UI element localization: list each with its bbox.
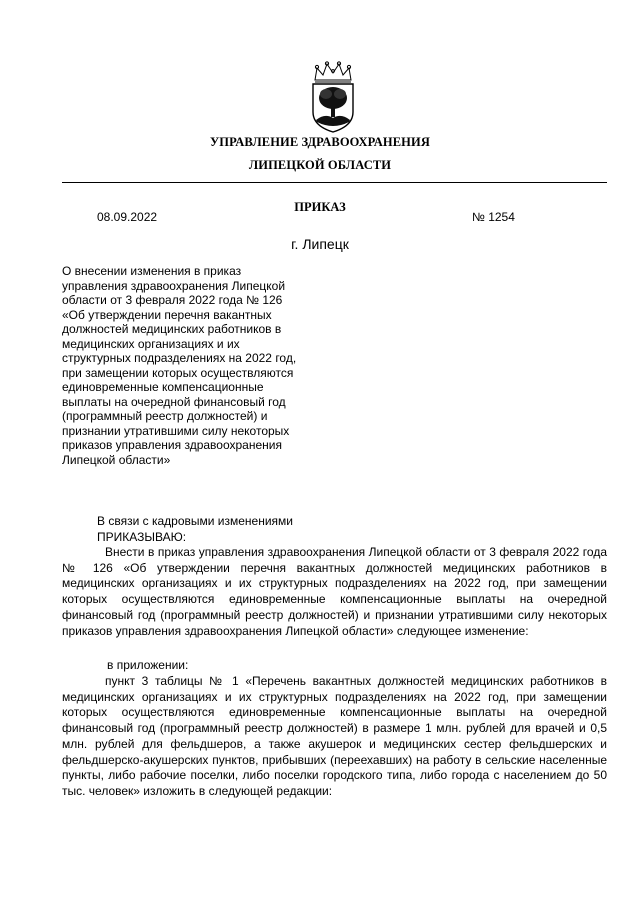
order-subject [62,264,332,467]
document-type-title: ПРИКАЗ [294,200,346,214]
subject-line: (программный реестр должностей) и [62,409,268,423]
subject-line: структурных подразделениях на 2022 год, [62,351,297,365]
subject-line: приказов управления здравоохранения [62,438,282,452]
organization-name-line2: ЛИПЕЦКОЙ ОБЛАСТИ [248,158,392,172]
subject-line: при замещении которых осуществляются [62,365,294,380]
subject-line: управления здравоохранения Липецкой [62,278,286,293]
subject-line: Липецкой области» [62,452,171,467]
subject-line: области от 3 февраля 2022 года № 126 [62,293,283,307]
subject-line: медицинских организациях и их [62,336,240,351]
subject-line: выплаты на очередной финансовый год [62,394,286,409]
subject-line: признании утратившими силу некоторых [62,423,290,438]
order-number: № 1254 [472,210,515,224]
organization-name-line1: УПРАВЛЕНИЕ ЗДРАВООХРАНЕНИЯ [210,135,430,149]
main-paragraph: Внести в приказ управления здравоохранения Липецкой области от 3 февраля 2022 года № 126 «Об утверждении перечня вакантных должностей медицинских работников в медицинских организациях и их структурных подразделениях на 2022 год, при замещении которых осуществляются единовременные компенсационные выплаты на очередной финансовый год (программный реестр должностей) и признании утратившими силу некоторых приказов управления здравоохранения Липецкой области» следующее изменение: [62,545,607,638]
subject-line: единовременные компенсационные [62,380,264,394]
intro-text: В связи с кадровыми изменениями [97,514,293,528]
city-name: г. Липецк [291,236,349,252]
subject-line: должностей медицинских работников в [62,322,282,336]
order-date: 08.09.2022 [97,210,158,224]
subject-line: О внесении изменения в приказ [62,264,242,278]
item-paragraph: пункт 3 таблицы № 1 «Перечень вакантных должностей медицинских работников в медицинских организациях и их структурных подразделениях на 2022 год, при замещении которых осуществляются единовременные компенсационные выплаты на очередной финансовый год (программный реестр должностей) в размере 1 млн. рублей для врачей и 0,5 млн. рублей для фельдшеров, а также акушерок и медицинских сестер фельдшерских и фельдшерско-акушерских пунктов, прибывших (переехавших) на работу в сельские населенные пункты, либо рабочие поселки, либо поселки городского типа, либо города с населением до 50 тыс. человек» изложить в следующей редакции: [62,674,607,798]
header-divider [62,182,607,183]
coat-of-arms-icon [305,60,361,135]
subject-line: «Об утверждении перечня вакантных [62,307,272,322]
annex-label: в приложении: [107,658,189,672]
order-word: ПРИКАЗЫВАЮ: [97,530,187,544]
